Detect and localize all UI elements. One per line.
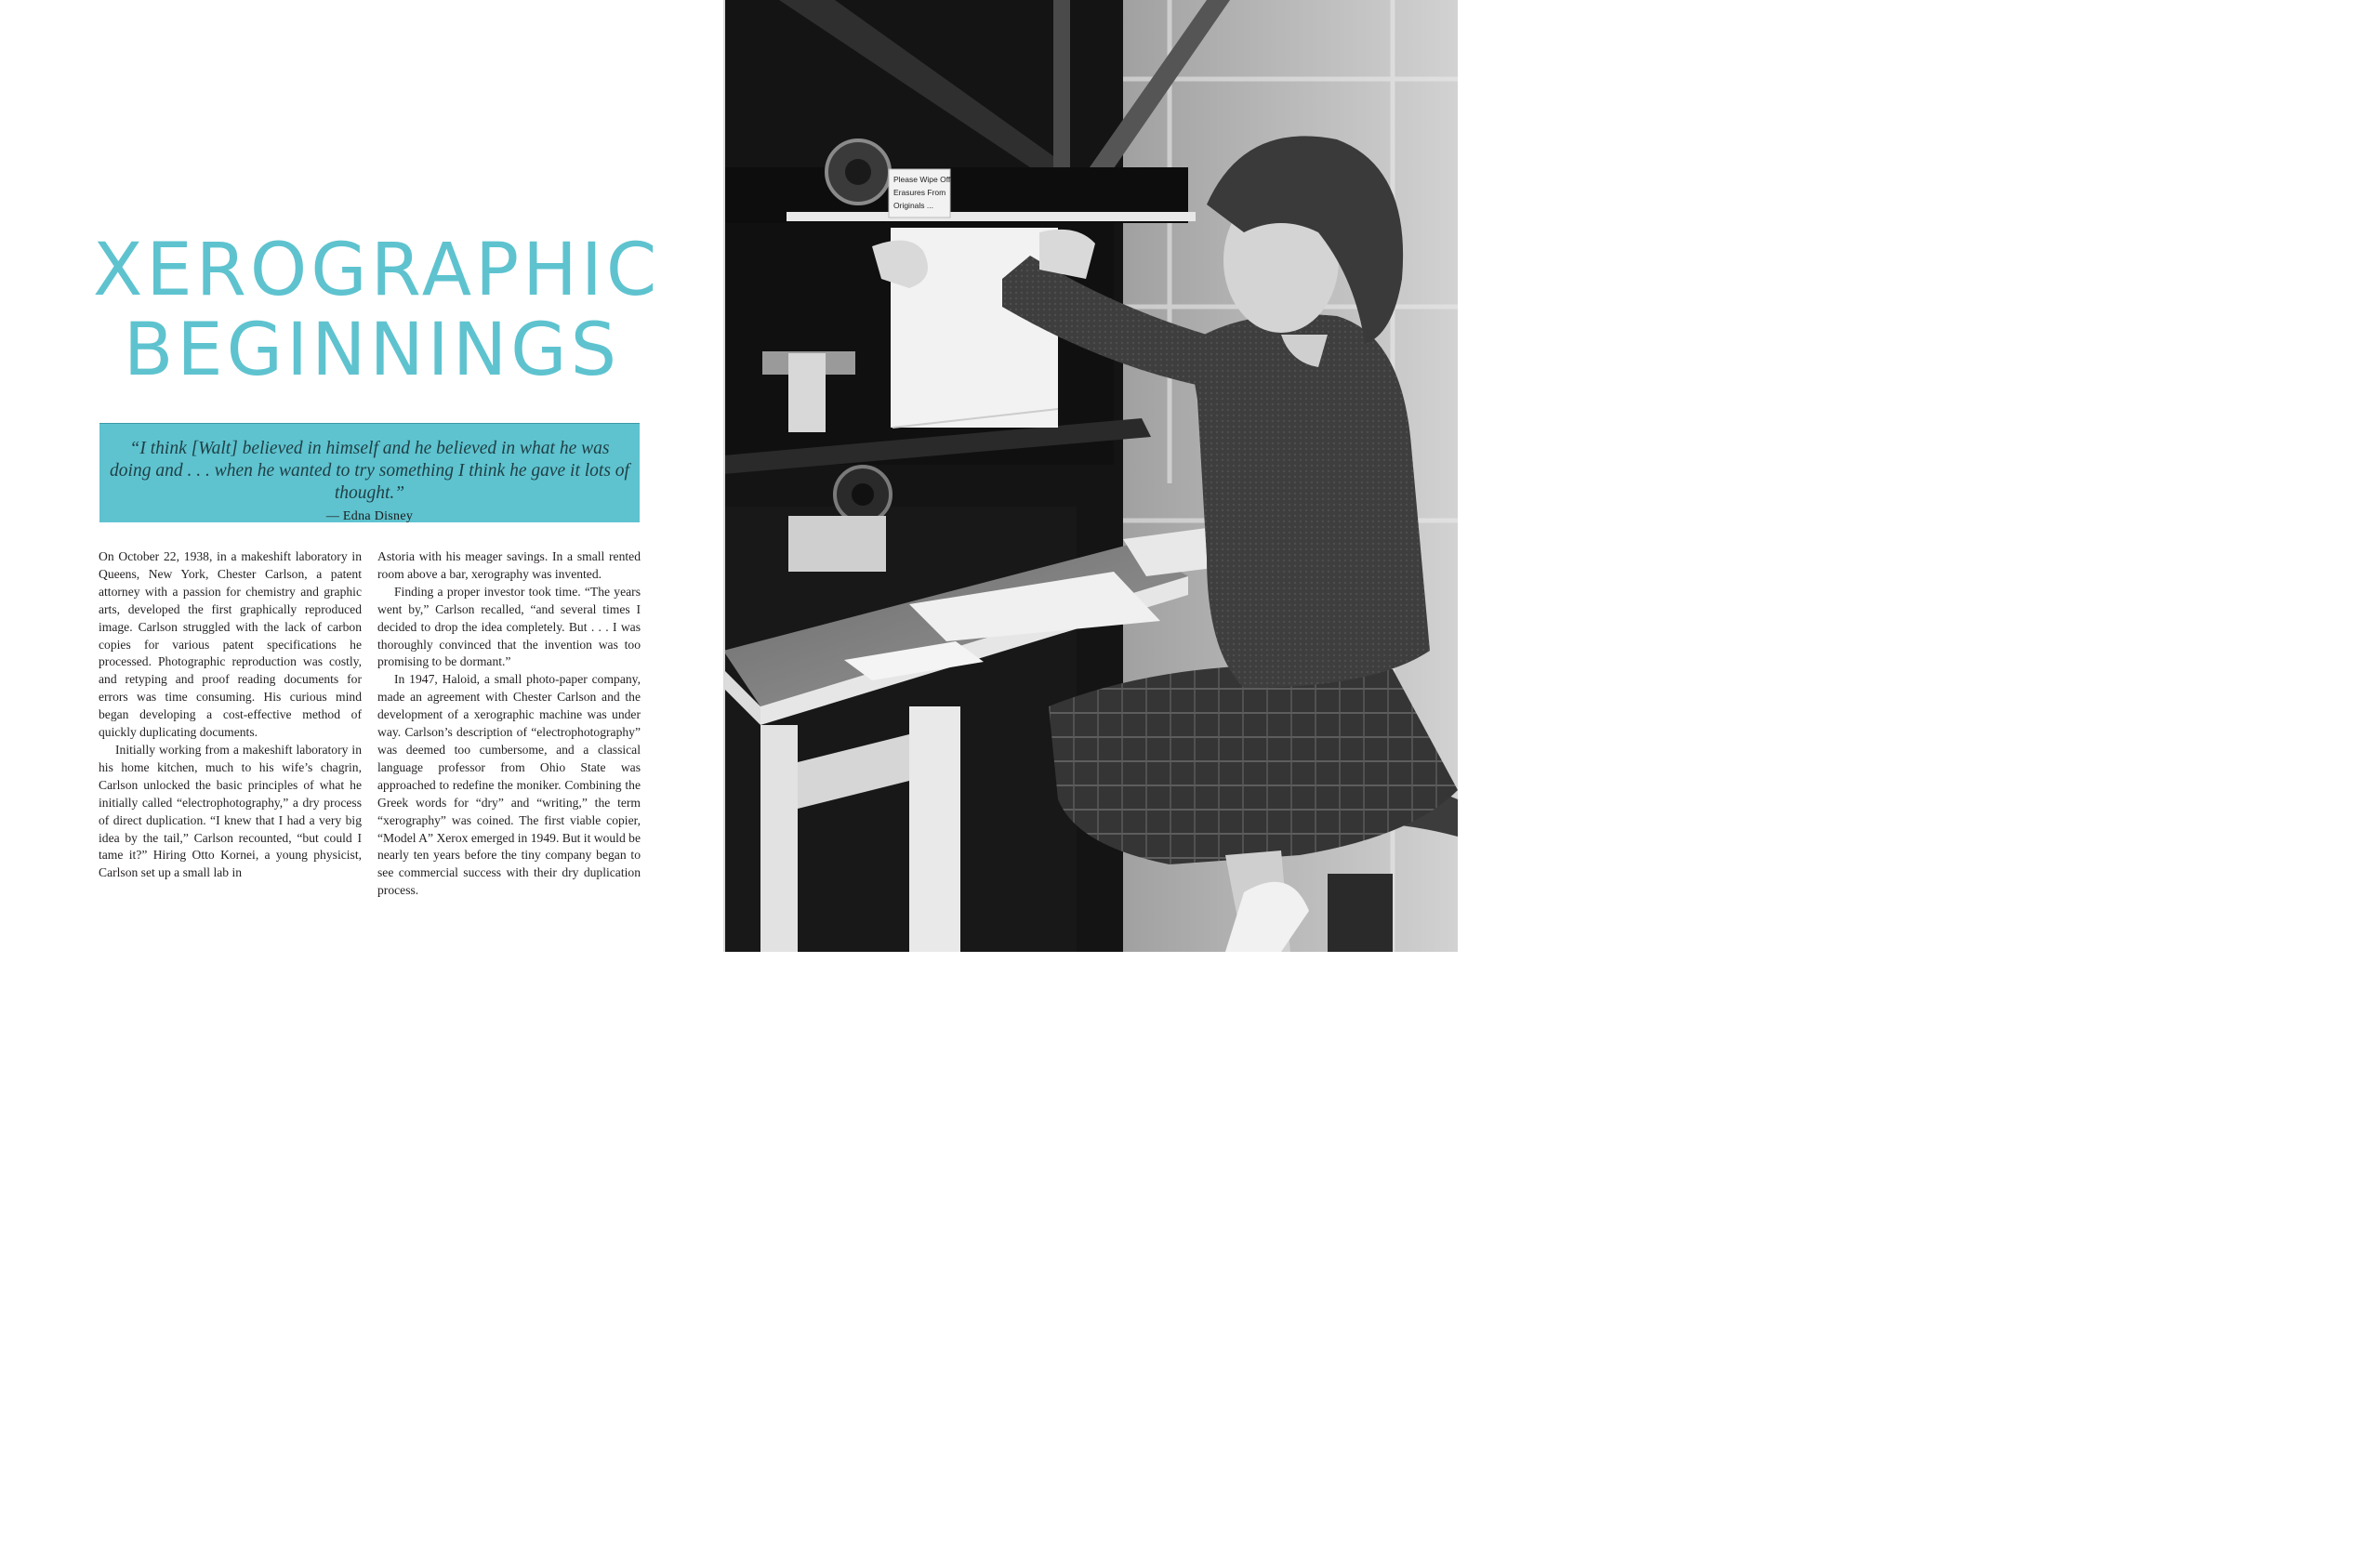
title-line-2: BEGINNINGS xyxy=(123,309,621,392)
sign-line-3: Originals ... xyxy=(893,201,933,210)
body-paragraph: On October 22, 1938, in a makeshift laboratory in Queens, New York, Chester Carlson, a patent attorney with a passion for chemistry and graphic arts, developed the first graphically reproduced image. Carlson struggled with the lack of carbon copies for various patent specifications he processed. Photographic reproduction was costly, and retyping and proof reading documents for errors was time consuming. His curious mind began developing a cost-effective method of quickly duplicating documents. xyxy=(99,549,362,740)
title-line-1: XEROGRAPHIC xyxy=(93,229,661,312)
sign-line-2: Erasures From xyxy=(893,188,946,197)
body-column-right xyxy=(377,548,641,900)
body-paragraph: Astoria with his meager savings. In a small rented room above a bar, xerography was invented. xyxy=(377,549,641,581)
sign-line-1: Please Wipe Off xyxy=(893,175,951,184)
body-paragraph: Initially working from a makeshift laboratory in his home kitchen, much to his wife’s chagrin, Carlson unlocked the basic principles of what he initially called “electrophotography,” a dry process of direct duplication. “I knew that I had a very big idea by the tail,” Carlson recounted, “but could I tame it?” Hiring Otto Kornei, a young physicist, Carlson set up a small lab in xyxy=(99,742,362,880)
archival-photo xyxy=(723,0,1458,952)
body-column-left xyxy=(99,548,362,882)
pull-quote-text: “I think [Walt] believed in himself and he believed in what he was doing and . . . when he wanted to try something I think he gave it lots of thought.” xyxy=(110,439,629,503)
body-paragraph: In 1947, Haloid, a small photo-paper company, made an agreement with Chester Carlson and the development of a xerographic machine was under way. Carlson’s description of “electrophotography” was deemed too cumbersome, and a classical language professor from Ohio State was approached to redefine the moniker. Combining the Greek words for “dry” and “writing,” the term “xerography” was coined. The first viable copier, “Model A” Xerox emerged in 1949. But it would be nearly ten years before the tiny company began to see commercial success with their dry duplication process. xyxy=(377,672,641,898)
photo-illustration xyxy=(723,0,1458,952)
article-title xyxy=(93,229,661,392)
body-paragraph: Finding a proper investor took time. “The years went by,” Carlson recalled, “and several times I decided to drop the idea completely. But . . . I was thoroughly convinced that the invention was too promising to be dormant.” xyxy=(377,584,641,669)
page-gutter xyxy=(723,0,725,952)
pull-quote-box xyxy=(99,423,640,522)
pull-quote-attribution: — Edna Disney xyxy=(325,509,414,523)
left-page xyxy=(0,0,723,952)
